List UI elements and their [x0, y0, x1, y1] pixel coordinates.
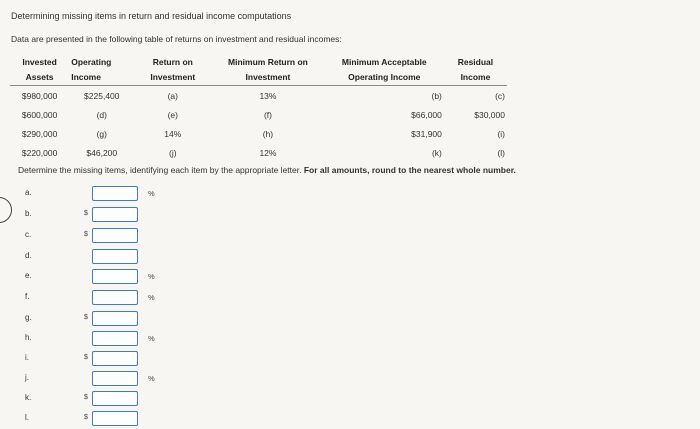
- answer-input-k[interactable]: [92, 391, 138, 406]
- answer-letter: i.: [25, 353, 29, 362]
- percent-suffix: %: [148, 272, 155, 281]
- percent-suffix: %: [148, 189, 155, 198]
- answer-row-i: [0, 351, 200, 369]
- table-cell: $980,000: [21, 90, 58, 101]
- answer-row-b: [0, 207, 200, 225]
- answer-letter: a.: [25, 188, 32, 197]
- table-cell: (e): [167, 109, 178, 120]
- header-return-on-investment: Return on Investment: [150, 57, 196, 82]
- answer-row-e: [0, 269, 200, 287]
- table-cell: $290,000: [21, 128, 58, 139]
- table-cell: (g): [96, 128, 107, 139]
- header-invested-assets: Invested Assets: [22, 57, 57, 82]
- answer-letter: b.: [25, 209, 32, 218]
- table-cell: (l): [497, 147, 505, 158]
- header-minimum-acceptable-income: Minimum Acceptable Operating Income: [341, 57, 427, 82]
- page-title: Determining missing items in return and residual income computations: [11, 11, 292, 21]
- table-cell: $46,200: [86, 147, 118, 158]
- answer-letter: k.: [25, 393, 32, 402]
- answer-row-j: [0, 371, 200, 389]
- table-cell: (b): [431, 90, 442, 101]
- answer-input-b[interactable]: [92, 207, 138, 222]
- table-cell: 14%: [164, 128, 182, 139]
- instruction-rounding-note: For all amounts, round to the nearest whole number.: [303, 165, 516, 175]
- header-minimum-return: Minimum Return on Investment: [228, 57, 308, 82]
- table-cell: 13%: [259, 90, 277, 101]
- table-row: [10, 143, 507, 162]
- answer-letter: l.: [25, 413, 29, 422]
- answer-input-c[interactable]: [92, 228, 138, 243]
- percent-suffix: %: [148, 374, 155, 383]
- answer-row-k: [0, 391, 200, 409]
- instruction-main: Determine the missing items, identifying each item by the appropriate letter.: [18, 165, 302, 175]
- answer-row-a: [0, 186, 200, 204]
- table-cell: $220,000: [21, 147, 58, 158]
- dollar-prefix: $: [84, 231, 88, 238]
- answer-input-e[interactable]: [92, 269, 138, 284]
- table-row: [10, 124, 507, 143]
- header-residual-income: Residual Income: [457, 57, 494, 82]
- table-cell: 12%: [259, 147, 277, 158]
- answer-row-f: [0, 290, 200, 308]
- table-cell: (i): [497, 128, 505, 139]
- table-cell: (f): [263, 109, 272, 120]
- table-cell: $225,400: [84, 90, 120, 101]
- table-cell: $30,000: [474, 109, 505, 120]
- table-cell: (k): [431, 147, 442, 158]
- answer-input-i[interactable]: [92, 351, 138, 366]
- table-cell: (d): [96, 109, 107, 120]
- table-cell: (h): [262, 128, 274, 139]
- table-cell: $600,000: [21, 109, 58, 120]
- answer-input-d[interactable]: [92, 249, 138, 264]
- answer-input-a[interactable]: [92, 186, 138, 201]
- answer-row-d: [0, 249, 200, 267]
- answer-letter: h.: [25, 333, 32, 342]
- answer-letter: g.: [25, 313, 32, 322]
- table-cell: (a): [167, 90, 178, 101]
- answer-letter: c.: [25, 230, 32, 239]
- table-cell: (j): [169, 147, 177, 158]
- table-cell: $66,000: [411, 109, 442, 120]
- answer-input-g[interactable]: [92, 311, 138, 326]
- dollar-prefix: $: [84, 414, 88, 421]
- dollar-prefix: $: [84, 314, 88, 321]
- intro-text: Data are presented in the following table of returns on investment and residual incomes:: [11, 34, 342, 44]
- table-row: [10, 86, 507, 106]
- header-operating-income: Operating Income: [71, 57, 112, 82]
- answer-row-c: [0, 228, 200, 246]
- answer-row-h: [0, 331, 200, 349]
- instruction-text: [18, 165, 516, 175]
- dollar-prefix: $: [84, 394, 88, 401]
- dollar-prefix: $: [84, 354, 88, 361]
- answer-input-h[interactable]: [92, 331, 138, 346]
- dollar-prefix: $: [84, 210, 88, 217]
- answer-input-l[interactable]: [92, 411, 138, 426]
- table-cell: $31,900: [411, 128, 442, 139]
- table-row: [10, 105, 507, 124]
- answer-input-j[interactable]: [92, 371, 138, 386]
- answer-letter: j.: [25, 373, 29, 382]
- answer-letter: e.: [25, 271, 32, 280]
- answer-row-g: [0, 311, 200, 329]
- answer-row-l: [0, 411, 200, 429]
- returns-table: [10, 55, 507, 162]
- table-header-row: [10, 55, 507, 86]
- answer-letter: d.: [25, 251, 32, 260]
- percent-suffix: %: [148, 293, 155, 302]
- table-cell: (c): [495, 90, 505, 101]
- answer-input-f[interactable]: [92, 290, 138, 305]
- percent-suffix: %: [148, 334, 155, 343]
- answer-letter: f.: [25, 292, 30, 301]
